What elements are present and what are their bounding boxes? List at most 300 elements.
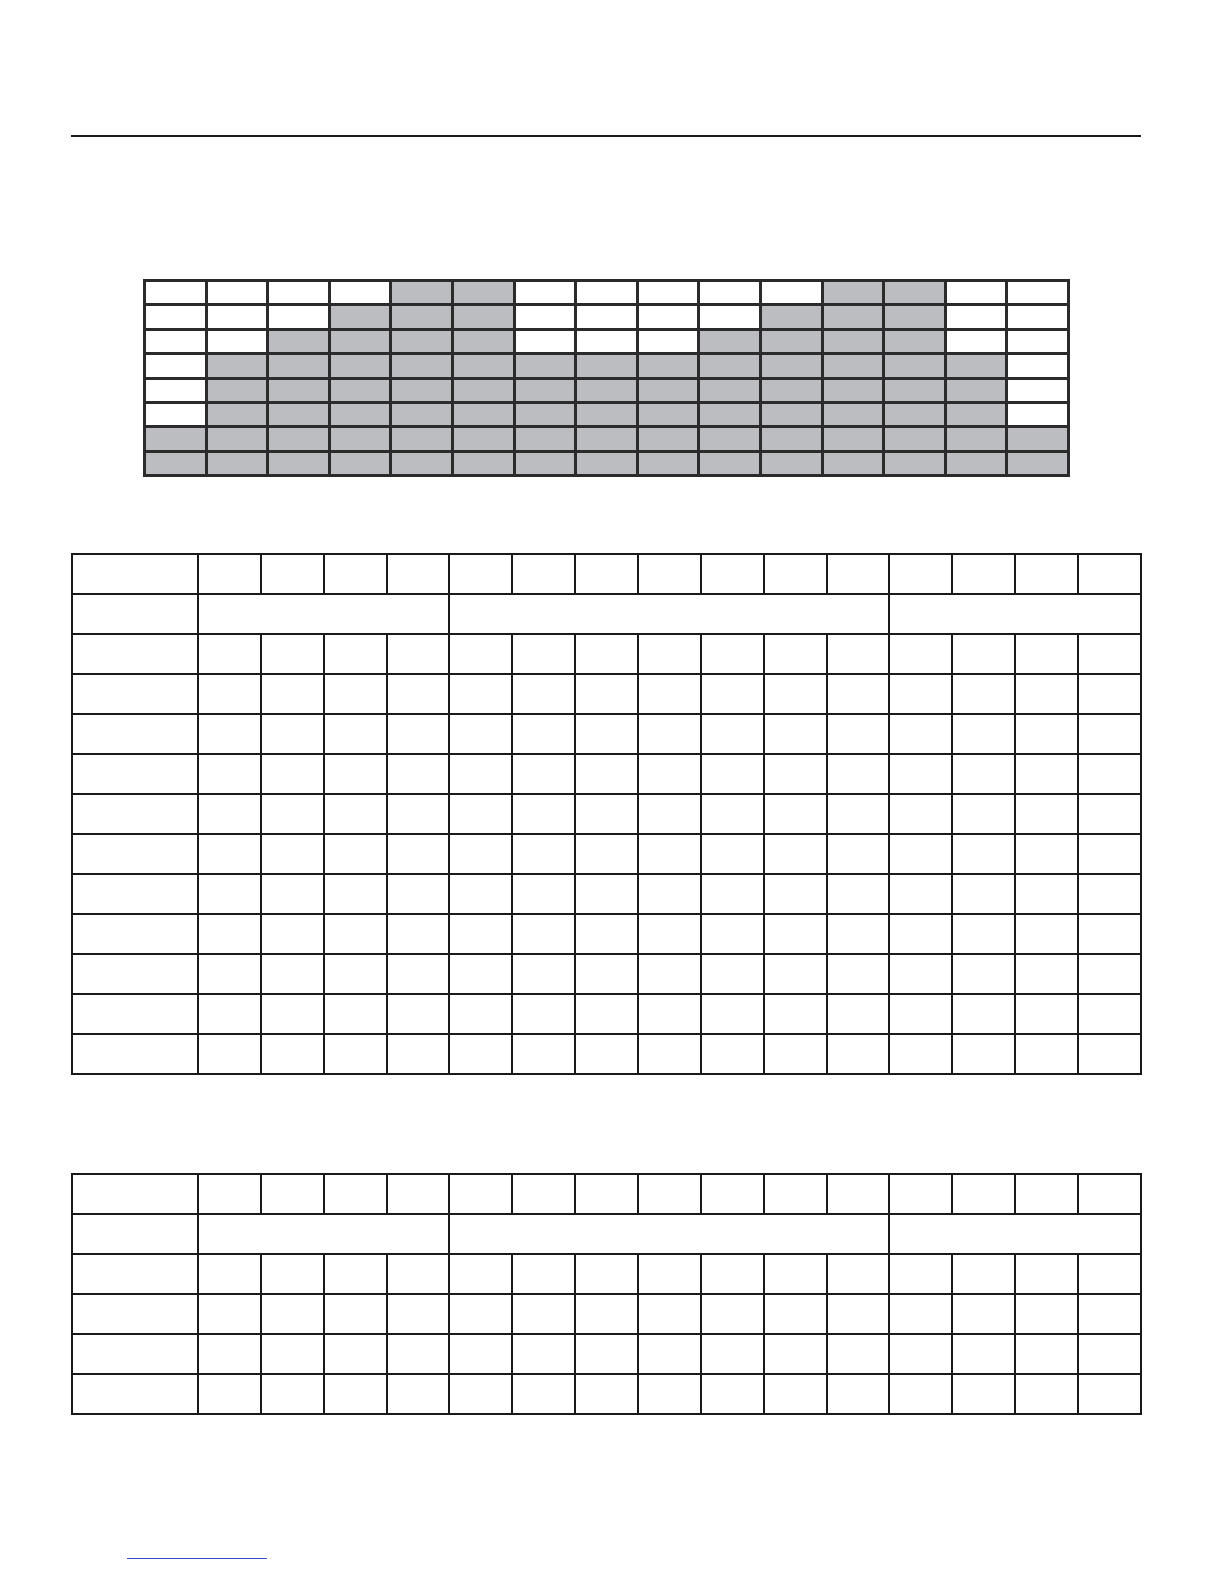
entry-cell[interactable] — [324, 1294, 387, 1334]
entry-cell[interactable] — [324, 634, 387, 674]
entry-cell[interactable] — [198, 554, 261, 594]
entry-cell[interactable] — [1015, 1334, 1078, 1374]
row-label-cell[interactable] — [72, 834, 198, 874]
entry-cell[interactable] — [952, 994, 1015, 1034]
entry-cell[interactable] — [449, 714, 512, 754]
entry-cell[interactable] — [198, 914, 261, 954]
shaded-cell — [822, 329, 884, 353]
entry-cell[interactable] — [1078, 954, 1141, 994]
entry-cell[interactable] — [449, 794, 512, 834]
entry-cell[interactable] — [575, 1294, 638, 1334]
entry-cell[interactable] — [1015, 554, 1078, 594]
entry-cell[interactable] — [512, 1334, 575, 1374]
entry-cell[interactable] — [701, 954, 764, 994]
entry-cell[interactable] — [512, 1254, 575, 1294]
entry-cell[interactable] — [764, 634, 827, 674]
entry-cell[interactable] — [701, 834, 764, 874]
entry-cell[interactable] — [387, 954, 450, 994]
footer-link-underline[interactable] — [127, 1558, 267, 1559]
entry-cell[interactable] — [387, 1174, 450, 1214]
entry-cell[interactable] — [324, 1034, 387, 1074]
entry-cell[interactable] — [889, 1374, 952, 1414]
entry-cell[interactable] — [387, 794, 450, 834]
shade-row — [145, 305, 1069, 329]
entry-cell[interactable] — [764, 874, 827, 914]
entry-cell[interactable] — [198, 1034, 261, 1074]
entry-cell[interactable] — [512, 634, 575, 674]
entry-cell[interactable] — [575, 634, 638, 674]
entry-cell[interactable] — [1015, 754, 1078, 794]
entry-cell[interactable] — [889, 1294, 952, 1334]
entry-cell[interactable] — [827, 794, 890, 834]
entry-cell[interactable] — [701, 714, 764, 754]
entry-cell[interactable] — [512, 914, 575, 954]
entry-cell[interactable] — [638, 674, 701, 714]
table-row — [72, 1174, 1141, 1214]
entry-cell[interactable] — [889, 874, 952, 914]
row-label-cell[interactable] — [72, 874, 198, 914]
entry-cell[interactable] — [512, 954, 575, 994]
row-label-cell[interactable] — [72, 554, 198, 594]
merged-group-cell[interactable] — [889, 594, 1141, 634]
entry-cell[interactable] — [575, 954, 638, 994]
entry-cell[interactable] — [889, 1254, 952, 1294]
shaded-cell — [945, 427, 1007, 451]
entry-cell[interactable] — [701, 1254, 764, 1294]
row-label-cell[interactable] — [72, 1034, 198, 1074]
entry-cell[interactable] — [449, 954, 512, 994]
entry-cell[interactable] — [701, 554, 764, 594]
entry-cell[interactable] — [575, 874, 638, 914]
entry-cell[interactable] — [889, 634, 952, 674]
entry-cell[interactable] — [1015, 1254, 1078, 1294]
entry-cell[interactable] — [701, 874, 764, 914]
entry-cell[interactable] — [827, 874, 890, 914]
entry-cell[interactable] — [638, 1374, 701, 1414]
entry-cell[interactable] — [387, 1374, 450, 1414]
entry-cell[interactable] — [1015, 954, 1078, 994]
entry-cell[interactable] — [324, 1174, 387, 1214]
entry-cell[interactable] — [701, 634, 764, 674]
entry-cell[interactable] — [324, 914, 387, 954]
entry-cell[interactable] — [575, 1034, 638, 1074]
entry-cell[interactable] — [638, 954, 701, 994]
entry-cell[interactable] — [952, 714, 1015, 754]
entry-cell[interactable] — [889, 794, 952, 834]
row-label-cell[interactable] — [72, 674, 198, 714]
entry-cell[interactable] — [261, 994, 324, 1034]
entry-cell[interactable] — [449, 1034, 512, 1074]
row-label-cell[interactable] — [72, 954, 198, 994]
entry-cell[interactable] — [764, 1254, 827, 1294]
merged-group-cell[interactable] — [449, 1214, 889, 1254]
entry-cell[interactable] — [198, 1294, 261, 1334]
entry-cell[interactable] — [889, 1034, 952, 1074]
entry-cell[interactable] — [512, 1174, 575, 1214]
entry-cell[interactable] — [575, 834, 638, 874]
entry-cell[interactable] — [1015, 794, 1078, 834]
entry-cell[interactable] — [198, 1334, 261, 1374]
entry-cell[interactable] — [701, 754, 764, 794]
entry-cell[interactable] — [1015, 1294, 1078, 1334]
entry-cell[interactable] — [261, 1294, 324, 1334]
entry-cell[interactable] — [1078, 1034, 1141, 1074]
entry-cell[interactable] — [512, 1034, 575, 1074]
entry-cell[interactable] — [449, 1254, 512, 1294]
entry-cell[interactable] — [701, 1374, 764, 1414]
entry-cell[interactable] — [449, 1334, 512, 1374]
entry-cell[interactable] — [827, 914, 890, 954]
entry-cell[interactable] — [575, 554, 638, 594]
entry-cell[interactable] — [324, 754, 387, 794]
shaded-cell — [884, 451, 946, 475]
entry-cell[interactable] — [827, 1374, 890, 1414]
row-label-cell[interactable] — [72, 794, 198, 834]
entry-cell[interactable] — [952, 554, 1015, 594]
table-row — [72, 1034, 1141, 1074]
entry-cell[interactable] — [449, 1294, 512, 1334]
entry-cell[interactable] — [952, 754, 1015, 794]
entry-cell[interactable] — [764, 1294, 827, 1334]
entry-cell[interactable] — [952, 874, 1015, 914]
entry-cell[interactable] — [261, 634, 324, 674]
entry-cell[interactable] — [701, 674, 764, 714]
entry-cell[interactable] — [449, 754, 512, 794]
entry-cell[interactable] — [1078, 994, 1141, 1034]
row-label-cell[interactable] — [72, 1374, 198, 1414]
table-row — [72, 714, 1141, 754]
entry-cell[interactable] — [449, 554, 512, 594]
entry-cell[interactable] — [952, 1174, 1015, 1214]
entry-cell[interactable] — [701, 1174, 764, 1214]
entry-cell[interactable] — [638, 1334, 701, 1374]
entry-cell[interactable] — [764, 1034, 827, 1074]
entry-cell[interactable] — [324, 794, 387, 834]
entry-cell[interactable] — [1078, 1374, 1141, 1414]
entry-cell[interactable] — [952, 1294, 1015, 1334]
entry-cell[interactable] — [889, 1174, 952, 1214]
entry-cell[interactable] — [449, 994, 512, 1034]
entry-cell[interactable] — [952, 954, 1015, 994]
entry-cell[interactable] — [575, 754, 638, 794]
entry-cell[interactable] — [952, 914, 1015, 954]
entry-cell[interactable] — [387, 674, 450, 714]
row-label-cell[interactable] — [72, 1334, 198, 1374]
entry-cell[interactable] — [638, 914, 701, 954]
entry-cell[interactable] — [764, 994, 827, 1034]
entry-cell[interactable] — [827, 754, 890, 794]
entry-cell[interactable] — [261, 1034, 324, 1074]
entry-cell[interactable] — [324, 1334, 387, 1374]
entry-cell[interactable] — [764, 954, 827, 994]
row-label-cell[interactable] — [72, 1294, 198, 1334]
entry-cell[interactable] — [1015, 994, 1078, 1034]
entry-cell[interactable] — [638, 1034, 701, 1074]
entry-cell[interactable] — [764, 914, 827, 954]
entry-cell[interactable] — [449, 1174, 512, 1214]
entry-cell[interactable] — [387, 994, 450, 1034]
entry-cell[interactable] — [889, 674, 952, 714]
entry-cell[interactable] — [701, 914, 764, 954]
entry-cell[interactable] — [827, 554, 890, 594]
entry-cell[interactable] — [575, 994, 638, 1034]
entry-cell[interactable] — [701, 994, 764, 1034]
entry-cell[interactable] — [638, 714, 701, 754]
entry-cell[interactable] — [638, 874, 701, 914]
entry-cell[interactable] — [827, 714, 890, 754]
row-label-cell[interactable] — [72, 754, 198, 794]
row-label-cell[interactable] — [72, 714, 198, 754]
entry-cell[interactable] — [575, 794, 638, 834]
entry-cell[interactable] — [638, 834, 701, 874]
entry-cell[interactable] — [261, 874, 324, 914]
entry-cell[interactable] — [952, 634, 1015, 674]
entry-cell[interactable] — [1015, 714, 1078, 754]
entry-cell[interactable] — [324, 1374, 387, 1414]
shade-row — [145, 427, 1069, 451]
entry-cell[interactable] — [1078, 1294, 1141, 1334]
entry-cell[interactable] — [324, 994, 387, 1034]
entry-cell[interactable] — [827, 634, 890, 674]
entry-cell[interactable] — [198, 1254, 261, 1294]
shaded-cell — [514, 378, 576, 402]
entry-cell[interactable] — [261, 554, 324, 594]
shaded-cell — [514, 451, 576, 475]
entry-cell[interactable] — [261, 834, 324, 874]
entry-cell[interactable] — [512, 674, 575, 714]
entry-cell[interactable] — [387, 1034, 450, 1074]
entry-cell[interactable] — [638, 994, 701, 1034]
entry-cell[interactable] — [198, 674, 261, 714]
entry-cell[interactable] — [512, 754, 575, 794]
row-label-cell[interactable] — [72, 914, 198, 954]
entry-cell[interactable] — [449, 914, 512, 954]
merged-group-cell[interactable] — [449, 594, 889, 634]
entry-cell[interactable] — [387, 754, 450, 794]
entry-cell[interactable] — [1015, 674, 1078, 714]
entry-cell[interactable] — [638, 1294, 701, 1334]
entry-cell[interactable] — [889, 754, 952, 794]
entry-cell[interactable] — [261, 714, 324, 754]
entry-cell[interactable] — [575, 674, 638, 714]
empty-cell — [145, 281, 207, 305]
entry-cell[interactable] — [638, 554, 701, 594]
entry-cell[interactable] — [1015, 874, 1078, 914]
entry-cell[interactable] — [261, 754, 324, 794]
entry-cell[interactable] — [387, 1294, 450, 1334]
entry-cell[interactable] — [261, 1174, 324, 1214]
entry-cell[interactable] — [261, 1334, 324, 1374]
entry-cell[interactable] — [889, 994, 952, 1034]
entry-cell[interactable] — [324, 834, 387, 874]
entry-cell[interactable] — [387, 1334, 450, 1374]
entry-cell[interactable] — [1078, 834, 1141, 874]
entry-cell[interactable] — [575, 1254, 638, 1294]
entry-cell[interactable] — [701, 1034, 764, 1074]
row-label-cell[interactable] — [72, 594, 198, 634]
entry-cell[interactable] — [449, 674, 512, 714]
empty-cell — [206, 329, 268, 353]
entry-cell[interactable] — [387, 914, 450, 954]
entry-cell[interactable] — [449, 834, 512, 874]
entry-cell[interactable] — [827, 994, 890, 1034]
entry-cell[interactable] — [575, 1374, 638, 1414]
entry-cell[interactable] — [324, 554, 387, 594]
row-label-cell[interactable] — [72, 994, 198, 1034]
entry-cell[interactable] — [827, 1034, 890, 1074]
entry-cell[interactable] — [952, 1254, 1015, 1294]
entry-cell[interactable] — [324, 954, 387, 994]
entry-cell[interactable] — [889, 1334, 952, 1374]
shaded-cell — [329, 451, 391, 475]
entry-cell[interactable] — [198, 754, 261, 794]
entry-cell[interactable] — [701, 794, 764, 834]
entry-cell[interactable] — [827, 954, 890, 994]
entry-cell[interactable] — [889, 914, 952, 954]
entry-cell[interactable] — [387, 634, 450, 674]
entry-cell[interactable] — [889, 954, 952, 994]
shaded-cell — [760, 378, 822, 402]
entry-cell[interactable] — [449, 1374, 512, 1414]
entry-cell[interactable] — [701, 1334, 764, 1374]
entry-cell[interactable] — [387, 874, 450, 914]
entry-cell[interactable] — [1078, 674, 1141, 714]
entry-cell[interactable] — [1078, 794, 1141, 834]
entry-cell[interactable] — [638, 634, 701, 674]
entry-cell[interactable] — [701, 1294, 764, 1334]
entry-cell[interactable] — [1078, 914, 1141, 954]
entry-cell[interactable] — [1015, 834, 1078, 874]
entry-cell[interactable] — [638, 1254, 701, 1294]
entry-cell[interactable] — [512, 994, 575, 1034]
entry-cell[interactable] — [198, 994, 261, 1034]
entry-cell[interactable] — [764, 1174, 827, 1214]
merged-group-cell[interactable] — [198, 594, 449, 634]
entry-cell[interactable] — [1078, 754, 1141, 794]
entry-cell[interactable] — [1078, 1254, 1141, 1294]
entry-cell[interactable] — [889, 554, 952, 594]
entry-cell[interactable] — [575, 1334, 638, 1374]
entry-cell[interactable] — [764, 554, 827, 594]
entry-cell[interactable] — [1078, 714, 1141, 754]
entry-cell[interactable] — [261, 1374, 324, 1414]
entry-cell[interactable] — [449, 634, 512, 674]
entry-cell[interactable] — [827, 834, 890, 874]
row-label-cell[interactable] — [72, 1254, 198, 1294]
shaded-cell — [760, 354, 822, 378]
entry-cell[interactable] — [1015, 1174, 1078, 1214]
shaded-cell — [1007, 451, 1069, 475]
entry-cell[interactable] — [387, 554, 450, 594]
shaded-cell — [452, 329, 514, 353]
entry-cell[interactable] — [764, 1374, 827, 1414]
entry-cell[interactable] — [387, 834, 450, 874]
entry-cell[interactable] — [198, 1174, 261, 1214]
entry-cell[interactable] — [764, 754, 827, 794]
entry-cell[interactable] — [952, 834, 1015, 874]
entry-cell[interactable] — [324, 1254, 387, 1294]
entry-cell[interactable] — [638, 794, 701, 834]
shaded-cell — [699, 451, 761, 475]
entry-cell[interactable] — [764, 714, 827, 754]
entry-cell[interactable] — [764, 1334, 827, 1374]
entry-cell[interactable] — [324, 714, 387, 754]
entry-cell[interactable] — [952, 1334, 1015, 1374]
entry-cell[interactable] — [1078, 1334, 1141, 1374]
entry-cell[interactable] — [1078, 874, 1141, 914]
entry-cell[interactable] — [387, 714, 450, 754]
entry-cell[interactable] — [512, 1294, 575, 1334]
entry-cell[interactable] — [198, 634, 261, 674]
entry-cell[interactable] — [952, 794, 1015, 834]
entry-cell[interactable] — [198, 1374, 261, 1414]
entry-cell[interactable] — [449, 874, 512, 914]
merged-group-cell[interactable] — [889, 1214, 1141, 1254]
entry-cell[interactable] — [1078, 554, 1141, 594]
entry-cell[interactable] — [827, 1254, 890, 1294]
entry-cell[interactable] — [512, 874, 575, 914]
entry-cell[interactable] — [1078, 1174, 1141, 1214]
entry-cell[interactable] — [512, 714, 575, 754]
shaded-cell — [822, 354, 884, 378]
entry-cell[interactable] — [889, 834, 952, 874]
entry-cell[interactable] — [827, 1174, 890, 1214]
entry-cell[interactable] — [952, 1034, 1015, 1074]
entry-cell[interactable] — [764, 794, 827, 834]
entry-cell[interactable] — [512, 1374, 575, 1414]
entry-cell[interactable] — [261, 914, 324, 954]
entry-cell[interactable] — [198, 714, 261, 754]
entry-cell[interactable] — [1015, 914, 1078, 954]
entry-cell[interactable] — [952, 1374, 1015, 1414]
entry-cell[interactable] — [764, 674, 827, 714]
entry-cell[interactable] — [575, 914, 638, 954]
entry-cell[interactable] — [575, 714, 638, 754]
entry-cell[interactable] — [512, 554, 575, 594]
entry-cell[interactable] — [575, 1174, 638, 1214]
entry-cell[interactable] — [889, 714, 952, 754]
entry-cell[interactable] — [1078, 634, 1141, 674]
entry-cell[interactable] — [1015, 1374, 1078, 1414]
merged-group-cell[interactable] — [198, 1214, 449, 1254]
entry-cell[interactable] — [827, 1334, 890, 1374]
entry-cell[interactable] — [1015, 634, 1078, 674]
entry-cell[interactable] — [198, 834, 261, 874]
entry-cell[interactable] — [261, 1254, 324, 1294]
row-label-cell[interactable] — [72, 1214, 198, 1254]
entry-cell[interactable] — [387, 1254, 450, 1294]
entry-cell[interactable] — [261, 794, 324, 834]
entry-cell[interactable] — [324, 674, 387, 714]
entry-cell[interactable] — [638, 754, 701, 794]
row-label-cell[interactable] — [72, 634, 198, 674]
entry-cell[interactable] — [1015, 1034, 1078, 1074]
row-label-cell[interactable] — [72, 1174, 198, 1214]
entry-cell[interactable] — [764, 834, 827, 874]
entry-cell[interactable] — [261, 674, 324, 714]
entry-cell[interactable] — [198, 874, 261, 914]
entry-cell[interactable] — [324, 874, 387, 914]
entry-cell[interactable] — [512, 834, 575, 874]
entry-cell[interactable] — [827, 1294, 890, 1334]
entry-cell[interactable] — [261, 954, 324, 994]
entry-cell[interactable] — [198, 794, 261, 834]
entry-cell[interactable] — [827, 674, 890, 714]
entry-cell[interactable] — [512, 794, 575, 834]
entry-cell[interactable] — [638, 1174, 701, 1214]
entry-cell[interactable] — [952, 674, 1015, 714]
entry-cell[interactable] — [198, 954, 261, 994]
